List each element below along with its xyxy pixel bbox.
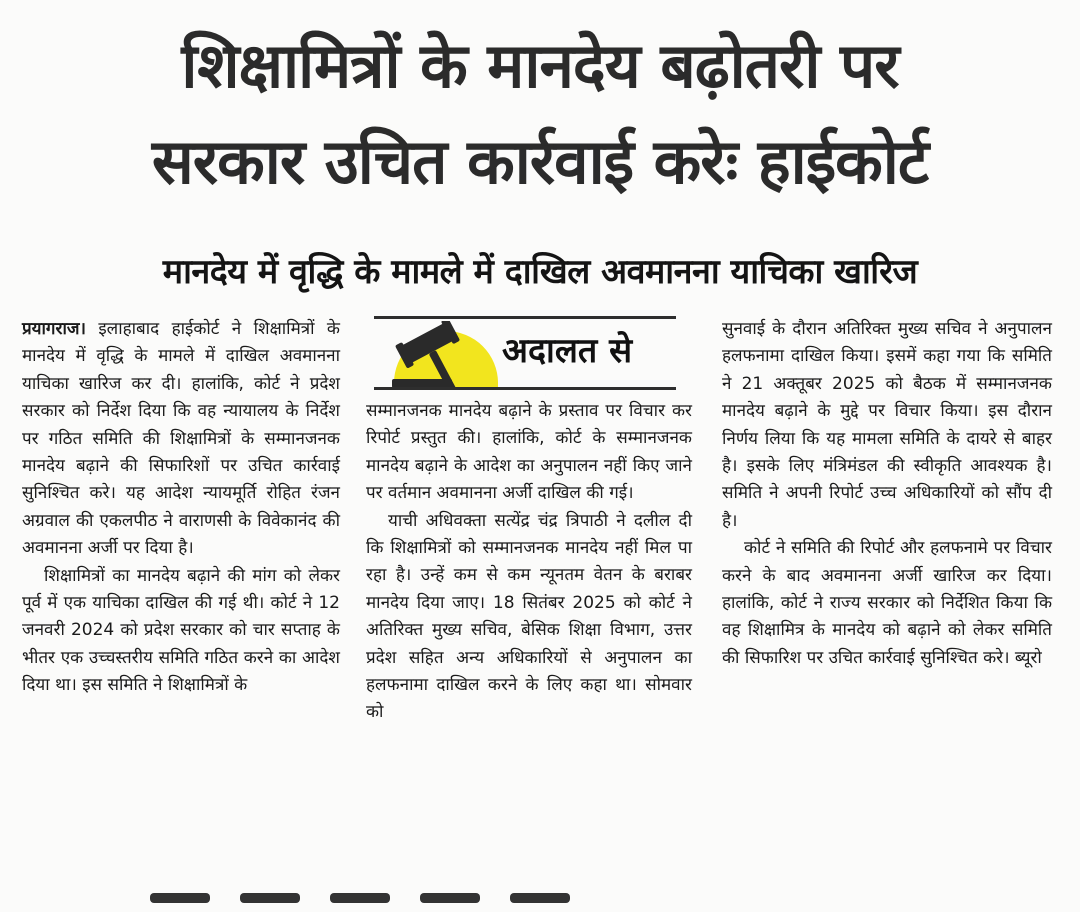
column-1-paragraph-2: शिक्षामित्रों का मानदेय बढ़ाने की मांग को लेकर पूर्व में एक याचिका दाखिल की गई थी। कोर्ट ने 12 जनवरी 2024 को प्रदेश सरकार को चार सप्ताह के भीतर एक उच्चस्तरीय समिति गठित करने का आदेश दिया था। इस समिति ने शिक्षामित्रों के [22,565,340,696]
column-2-paragraph-1: सम्मानजनक मानदेय बढ़ाने के प्रस्ताव पर विचार कर रिपोर्ट प्रस्तुत की। हालांकि, कोर्ट के सम्मानजनक मानदेय बढ़ाने के आदेश का अनुपालन नहीं किए जाने पर वर्तमान अवमानना अर्जी दाखिल की गई। [366,401,692,504]
headline-line-1: शिक्षामित्रों के मानदेय बढ़ोतरी पर [181,29,899,102]
headline-line-2: सरकार उचित कार्रवाई करेः हाईकोर्ट [151,125,929,198]
article-column-2 [366,398,692,727]
gavel-icon [384,321,514,390]
article-column-3 [722,316,1052,672]
column-1-paragraph-1-text: इलाहाबाद हाईकोर्ट ने शिक्षामित्रों के मानदेय में वृद्धि के मामले में दाखिल अवमानना याचिका खारिज कर दी। हालांकि, कोर्ट ने प्रदेश सरकार को निर्देश दिया कि वह न्यायालय के निर्देश पर गठित समिति की शिक्षामित्रों के सम्मानजनक मानदेय बढ़ाने की सिफारिशों पर उचित कार्रवाई सुनिश्चित करे। यह आदेश न्यायमूर्ति रोहित रंजन अग्रवाल की एकलपीठ ने वाराणसी के विवेकानंद की अवमानना अर्जी पर दिया है। [22,319,340,559]
section-label: अदालत से [502,331,633,371]
next-headline-cutoff [150,888,710,912]
dateline: प्रयागराज। [22,319,86,339]
subheadline: मानदेय में वृद्धि के मामले में दाखिल अवमानना याचिका खारिज [162,252,918,292]
column-1-paragraph-1 [22,316,340,563]
section-label-box [374,316,676,390]
column-2-paragraph-2: याची अधिवक्ता सत्येंद्र चंद्र त्रिपाठी ने दलील दी कि शिक्षामित्रों को सम्मानजनक मानदेय नहीं मिल पा रहा है। उन्हें कम से कम न्यूनतम वेतन के बराबर मानदेय दिया जाए। 18 सितंबर 2025 को कोर्ट ने अतिरिक्त मुख्य सचिव, बेसिक शिक्षा विभाग, उत्तर प्रदेश सहित अन्य अधिकारियों से अनुपालन का हलफनामा दाखिल करने के लिए कहा था। सोमवार को [366,510,692,723]
column-3-paragraph-2: कोर्ट ने समिति की रिपोर्ट और हलफनामे पर विचार करने के बाद अवमानना अर्जी खारिज कर दिया। हालांकि, कोर्ट ने राज्य सरकार को निर्देशित किया कि वह शिक्षामित्र के मानदेय को बढ़ाने को लेकर समिति की सिफारिश पर उचित कार्रवाई सुनिश्चित करे। ब्यूरो [722,538,1052,668]
column-3-paragraph-1: सुनवाई के दौरान अतिरिक्त मुख्य सचिव ने अनुपालन हलफनामा दाखिल किया। इसमें कहा गया कि समिति ने 21 अक्तूबर 2025 को बैठक में सम्मानजनक मानदेय बढ़ाने के मुद्दे पर विचार किया। इस दौरान निर्णय लिया कि यह मामला समिति के दायरे से बाहर है। इसके लिए मंत्रिमंडल की स्वीकृति आवश्यक है। समिति ने अपनी रिपोर्ट उच्च अधिकारियों को सौंप दी है। [722,319,1052,531]
article-column-1 [22,316,340,700]
